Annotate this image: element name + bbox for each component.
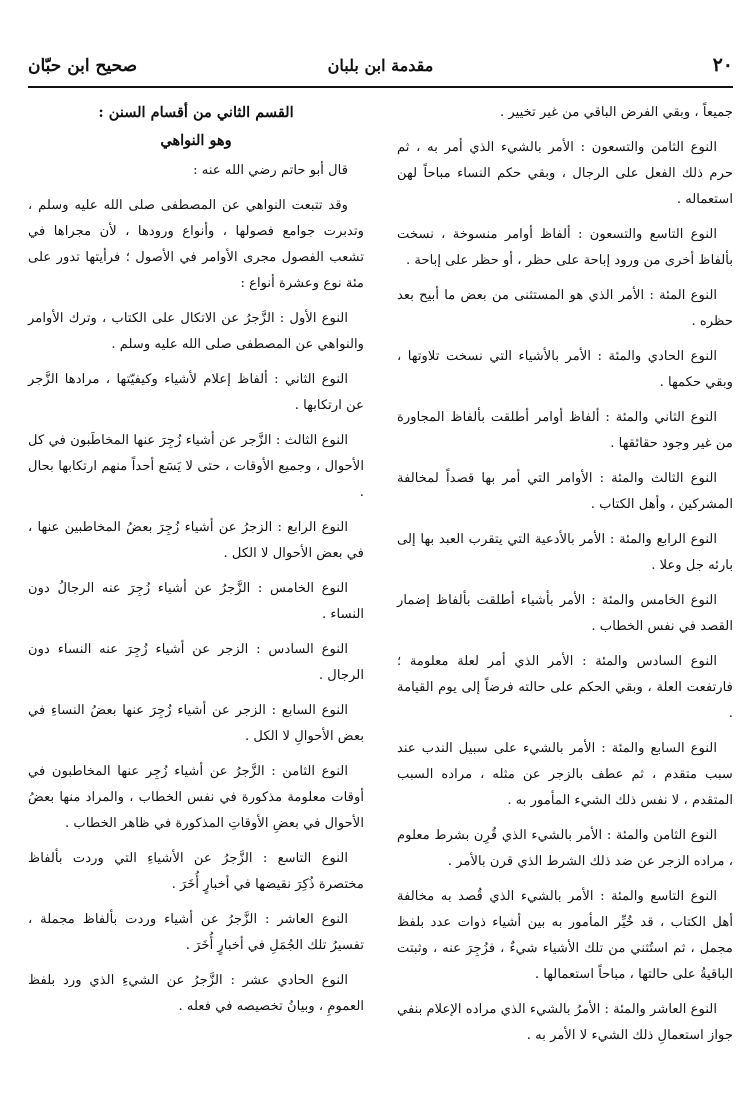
paragraph: النوع الثالث : الزَّجر عن أشياء زُجِرَ عنها المخاطَبون في كل الأحوال ، وجميع الأوقات ، حتى لا يَسَع أحداً منهم ارتكابها بحال . [28, 433, 364, 500]
paragraph: النوع الحادي عشر : الزَّجرُ عن الشيءِ الذي ورد بلفظ العمومِ ، وبيانُ تخصيصه في فعله . [28, 973, 364, 1014]
paragraph: النوع التاسع والتسعون : ألفاظ أوامر منسوخة ، نسخت بألفاظ أخرى من ورود إباحة على حظر ، أو حظر على إباحة . [397, 227, 733, 268]
page-header [28, 50, 733, 84]
paragraph: النوع الثامن والتسعون : الأمر بالشيء الذي أمر به ، ثم حرم ذلك الفعل على الرجال ، وبقي حكم النساء مباحاً لهن استعماله . [397, 140, 733, 207]
page-number: ٢٠ [712, 54, 733, 76]
paragraph: النوع السادس والمئة : الأمر الذي أمر لعلة معلومة ؛ فارتفعت العلة ، وبقي الحكم على حالته فرضاً إلى يوم القيامة . [397, 654, 733, 721]
paragraph: النوع الخامس والمئة : الأمر بأشياء أطلقت بألفاظ إضمار القصد في نفس الخطاب . [397, 593, 733, 634]
paragraph: النوع العاشر والمئة : الأمرُ بالشيء الذي مراده الإعلام بنفي جواز استعمالِ ذلك الشيء لا الأمر به . [397, 1002, 733, 1043]
paragraph: النوع الحادي والمئة : الأمر بالأشياء التي نسخت تلاوتها ، وبقي حكمها . [397, 349, 733, 390]
paragraph: النوع المئة : الأمر الذي هو المستثنى من بعض ما أبيح بعد حظره . [397, 288, 733, 329]
paragraph: النوع الثاني : ألفاظ إعلام لأشياء وكيفيّتها ، مرادها الزَّجر عن ارتكابها . [28, 372, 364, 413]
running-title-left: صحيح ابن حبّان [28, 56, 138, 76]
paragraph: النوع الثامن والمئة : الأمر بالشيء الذي قُرِن بشرط معلوم ، مراده الزجر عن ضد ذلك الشرط الذي قرن بالأمر . [397, 828, 733, 869]
paragraph: النوع الرابع : الزجرُ عن أشياء زُجِرَ بعضُ المخاطبين عنها ، في بعض الأحوال لا الكل . [28, 520, 364, 561]
intro-text: وقد تتبعت النواهي عن المصطفى صلى الله عليه وسلم ، وتدبرت جوامع فصولها ، وأنواع ورودها ، لأن مجراها في تشعب الفصول مجرى الأوامر في الأصول ؛ فرأيتها تدور على مئة نوع وعشرة أنواع : [28, 198, 364, 291]
left-column [28, 100, 364, 1029]
paragraph: النوع الثامن : الزَّجرُ عن أشياء زُجِر عنها المخاطبون في أوقات معلومة مذكورة في نفس الخطاب ، والمراد منها بعضُ الأحوال في بعضِ الأوقاتِ المذكورة في ظاهر الخطاب . [28, 764, 364, 831]
intro-attribution: قال أبو حاتم رضي الله عنه : [193, 163, 348, 178]
paragraph: النوع السادس : الزجر عن أشياء زُجِرَ عنه النساء دون الرجال . [28, 642, 364, 683]
paragraph: النوع التاسع والمئة : الأمر بالشيء الذي قُصد به مخالفة أهل الكتاب ، قد خُيِّر المأمور به بين أشياء ذوات عدد بلفظ مجمل ، ثم استُثني من تلك الأشياء شيءٌ ، فزُجِرَ عنه ، وثبتت الباقيةُ على حالتها ، مباحاً استعمالها . [397, 889, 733, 982]
header-divider [28, 86, 733, 88]
paragraph: النوع التاسع : الزَّجرُ عن الأشياءِ التي وردت بألفاظ مختصرة ذُكِرَ نقيضها في أخبارٍ أُخَرَ . [28, 851, 364, 892]
paragraph: النوع السابع والمئة : الأمر بالشيء على سبيل الندب عند سبب متقدم ، ثم عطف بالزجر عن مثله ، مراده السبب المتقدم ، لا نفس ذلك الشيء المأمور به . [397, 741, 733, 808]
paragraph: النوع العاشر : الزَّجرُ عن أشياء وردت بألفاظ مجملة ، تفسيرُ تلك الجُمَلِ في أخبارٍ أُخَرَ . [28, 912, 364, 953]
paragraph: النوع الثالث والمئة : الأوامر التي أمر بها قصداً لمخالفة المشركين ، وأهل الكتاب . [397, 471, 733, 512]
paragraph: النوع الرابع والمئة : الأمر بالأدعية التي يتقرب العبد بها إلى بارئه جل وعلا . [397, 532, 733, 573]
paragraph: النوع السابع : الزجر عن أشياء زُجِرَ عنها بعضُ النساءِ في بعض الأحوالِ لا الكل . [28, 703, 364, 744]
paragraph: النوع الخامس : الزَّجرُ عن أشياء زُجِرَ عنه الرجالُ دون النساء . [28, 581, 364, 622]
right-column [397, 100, 733, 1058]
section-subheading: وهو النواهي [160, 132, 232, 149]
paragraph: جميعاً ، وبقي الفرض الباقي من غير تخيير . [499, 105, 733, 120]
running-title-center: مقدمة ابن بلبان [327, 56, 434, 75]
paragraph: النوع الأول : الزَّجرُ عن الاتكال على الكتاب ، وترك الأوامر والنواهي عن المصطفى صلى الله عليه وسلم . [28, 311, 364, 352]
section-heading: القسم الثاني من أقسام السنن : [98, 104, 294, 121]
paragraph: النوع الثاني والمئة : ألفاظ أوامر أطلقت بألفاظ المجاورة من غير وجود حقائقها . [397, 410, 733, 451]
